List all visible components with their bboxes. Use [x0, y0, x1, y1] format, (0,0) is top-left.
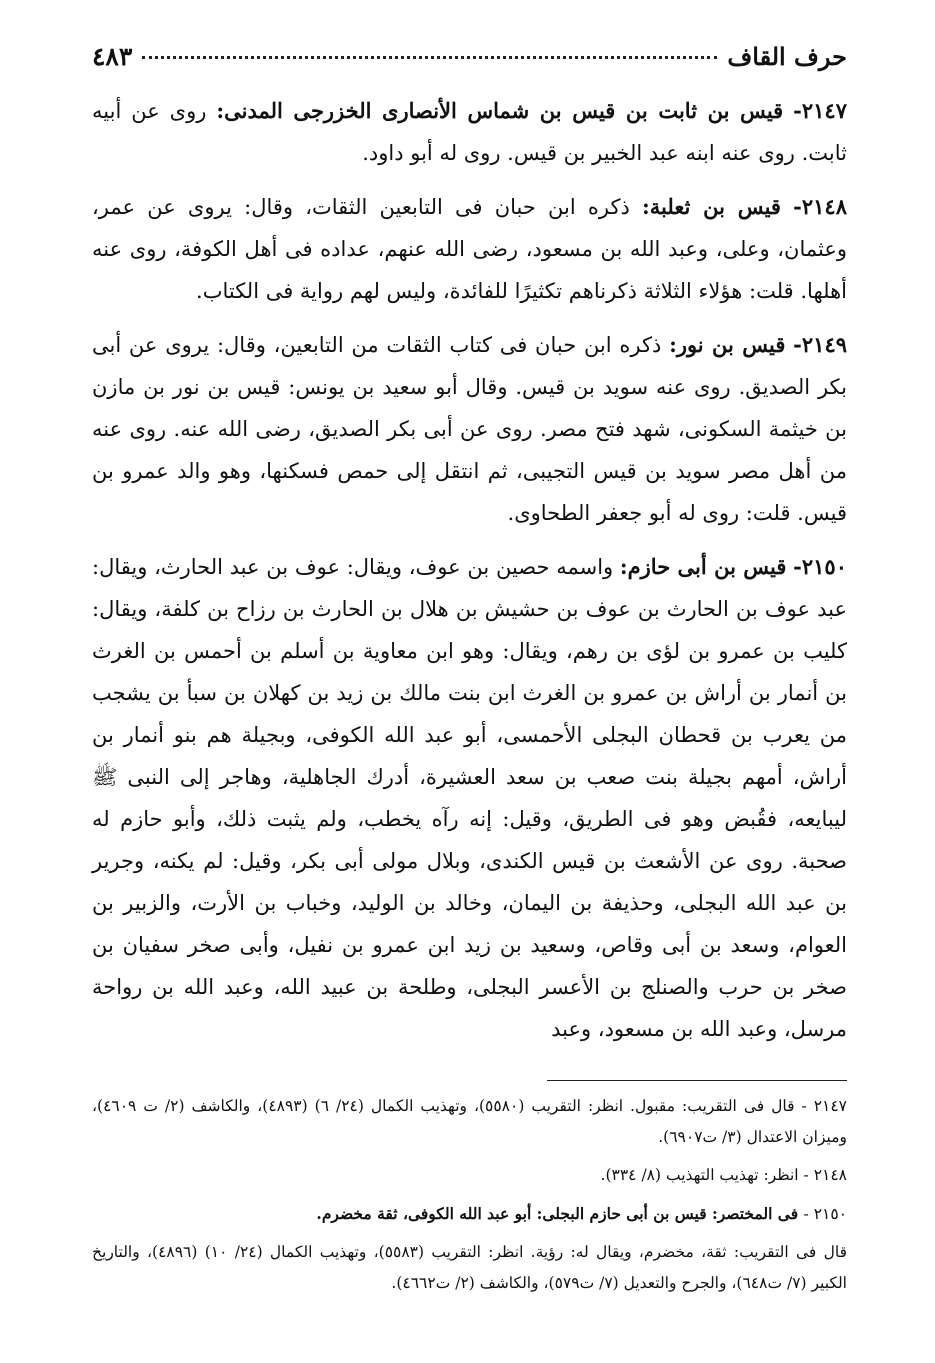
running-header: [92, 42, 847, 82]
footnote-text: قال فى التقريب: ثقة، مخضرم، ويقال له: رؤية. انظر: التقريب (٥٥٨٣)، وتهذيب الكمال (٢٤/ ١٠) (٤٨٩٦)، والتاريخ الكبير (٧/ ت٦٤٨)، والجرح والتعديل (٧/ ت٥٧٩)، والكاشف (٢/ ت٤٦٦٢).: [92, 1243, 847, 1292]
footnote-2148: [92, 1160, 847, 1191]
entry-name: قيس بن نور:: [669, 332, 786, 357]
entry-body: روى عن أبيه ثابت. روى عنه ابنه عبد الخبير بن قيس. روى له أبو داود.: [92, 99, 847, 165]
footnote-number: ٢١٤٨ -: [803, 1166, 847, 1184]
entry-number: ٢١٥٠-: [793, 554, 847, 579]
entry-name: قيس بن ثعلبة:: [642, 194, 781, 219]
entry-body: ذكره ابن حبان فى التابعين الثقات، وقال: يروى عن عمر، وعثمان، وعلى، وعبد الله بن مسعود، رضى الله عنهم، عداده فى أهل الكوفة، روى عنه أهلها. قلت: هؤلاء الثلاثة ذكرناهم تكثيرًا للفائدة، وليس لهم رواية فى الكتاب.: [92, 195, 847, 303]
entry-number: ٢١٤٩-: [793, 332, 848, 357]
footnote-number: ٢١٤٧ -: [801, 1097, 848, 1115]
entry-2149: [92, 324, 847, 534]
entry-2148: [92, 186, 847, 312]
footnote-number: ٢١٥٠ -: [803, 1205, 847, 1223]
entry-name: قيس بن ثابت بن قيس بن شماس الأنصارى الخزرجى المدنى:: [216, 98, 784, 123]
header-leader-dots: [142, 56, 717, 59]
footnote-text: قال فى التقريب: مقبول. انظر: التقريب (٥٥٨٠)، وتهذيب الكمال (٢٤/ ٦) (٤٨٩٣)، والكاشف (٢/ ت ٤٦٠٩)، وميزان الاعتدال (٣/ ت٦٩٠٧).: [92, 1097, 847, 1146]
running-title: حرف القاف: [727, 42, 847, 71]
footnote-summary: فى المختصر: قيس بن أبى حازم البجلى: أبو عبد الله الكوفى، ثقة مخضرم.: [316, 1204, 804, 1223]
footnote-2150: [92, 1198, 847, 1230]
footnote-separator: [547, 1080, 847, 1081]
page-number: ٤٨٣: [92, 42, 133, 71]
main-text: [92, 90, 847, 1050]
entry-name: قيس بن أبى حازم:: [619, 554, 787, 579]
footnote-2150-continued: [92, 1237, 847, 1299]
footnote-separator-wrap: [92, 1062, 847, 1091]
entry-body: واسمه حصين بن عوف، ويقال: عوف بن عبد الحارث، ويقال: عبد عوف بن الحارث بن عوف بن حشيش بن هلال بن الحارث بن رزاح بن كلفة، ويقال: كليب بن عمرو بن لؤى بن رهم، ويقال: وهو ابن معاوية بن أسلم بن أحمس بن الغرث بن أنمار بن أراش بن عمرو بن الغرث ابن بنت مالك بن زيد بن كهلان بن سبأ بن يشجب من يعرب بن قحطان البجلى الأحمسى، أبو عبد الله الكوفى، وبجيلة هم بنو أنمار بن أراش، أمهم بجيلة بنت صعب بن سعد العشيرة، أدرك الجاهلية، وهاجر إلى النبى ﷺ ليبايعه، فقُبض وهو فى الطريق، وقيل: إنه رآه يخطب، ولم يثبت ذلك، وأبو حازم له صحبة. روى عن الأشعث بن قيس الكندى، وبلال مولى أبى بكر، وقيل: لم يكنه، وجرير بن عبد الله البجلى، وحذيفة بن اليمان، وخالد بن الوليد، وخباب بن الأرت، والزبير بن العوام، وسعد بن أبى وقاص، وسعيد بن زيد ابن عمرو بن نفيل، وأبى صخر سفيان بن صخر بن حرب والصنلج بن الأعسر البجلى، وطلحة بن عبيد الله، وعبد الله بن رواحة مرسل، وعبد الله بن مسعود، وعبد: [92, 555, 848, 1041]
footnotes: [92, 1091, 847, 1299]
entry-number: ٢١٤٨-: [793, 194, 847, 219]
entry-2150: [92, 546, 847, 1050]
entry-number: ٢١٤٧-: [793, 98, 847, 123]
entry-body: ذكره ابن حبان فى كتاب الثقات من التابعين، وقال: يروى عن أبى بكر الصديق. روى عنه سويد بن قيس. وقال أبو سعيد بن يونس: قيس بن نور بن مازن بن خيثمة السكونى، شهد فتح مصر. روى عن أبى بكر الصديق، رضى الله عنه. روى عنه من أهل مصر سويد بن قيس التجيبى، ثم انتقل إلى حمص فسكنها، وهو والد عمرو بن قيس. قلت: روى له أبو جعفر الطحاوى.: [92, 333, 847, 525]
entry-2147: [92, 90, 847, 174]
footnote-text: انظر: تهذيب التهذيب (٨/ ٣٣٤).: [600, 1166, 804, 1184]
footnote-2147: [92, 1091, 847, 1153]
